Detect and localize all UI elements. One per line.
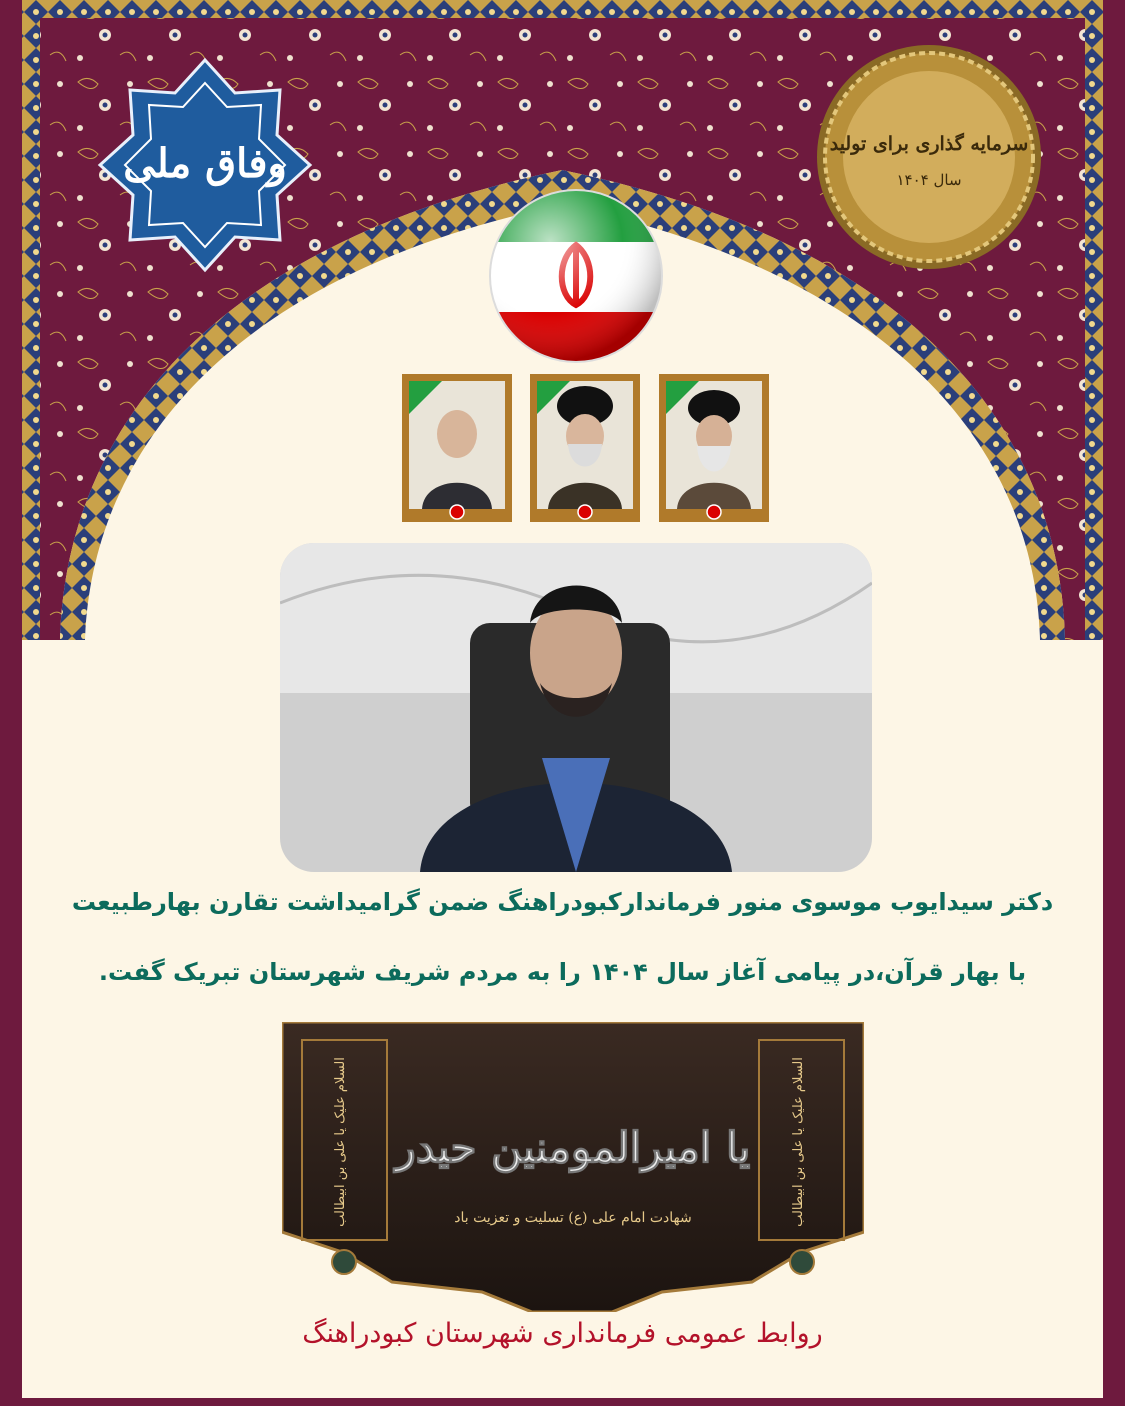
seal-main-text: سرمایه گذاری برای تولید xyxy=(829,133,1029,155)
banner-subtitle: شهادت امام علی (ع) تسلیت و تعزیت باد xyxy=(454,1210,692,1226)
left-frame-border xyxy=(0,0,22,1406)
footer-credit: روابط عمومی فرمانداری شهرستان کبودراهنگ xyxy=(302,1318,823,1349)
vefagh-melli-logo xyxy=(95,55,315,275)
banner-side-text-left: السلام علیک یا علی بن ابیطالب xyxy=(333,1057,348,1227)
official-photo xyxy=(280,543,872,872)
banner-main-calligraphy: یا امیرالمومنین حیدر xyxy=(395,1123,751,1172)
portrait-frame-left xyxy=(402,374,512,522)
seal-year-text: سال ۱۴۰۴ xyxy=(896,171,962,189)
right-frame-border xyxy=(1103,0,1125,1406)
portrait-frame-right xyxy=(659,374,769,522)
headline-line-1: دکتر سیدایوب موسوی منور فرماندارکبودراهنگ ضمن گرامیداشت تقارن بهارطبیعت xyxy=(71,888,1054,916)
banner-side-text-right: السلام علیک یا علی بن ابیطالب xyxy=(791,1057,806,1227)
vefagh-logo-text: وفاق ملی xyxy=(123,140,287,187)
imam-ali-mourning-banner xyxy=(282,1022,864,1312)
headline-line-2: با بهار قرآن،در پیامی آغاز سال ۱۴۰۴ را به مردم شریف شهرستان تبریک گفت. xyxy=(98,958,1027,986)
bottom-frame-border xyxy=(0,1398,1125,1406)
portrait-frame-center xyxy=(530,374,640,522)
gold-seal-badge xyxy=(812,40,1047,275)
iran-flag-orb-icon xyxy=(487,187,665,365)
